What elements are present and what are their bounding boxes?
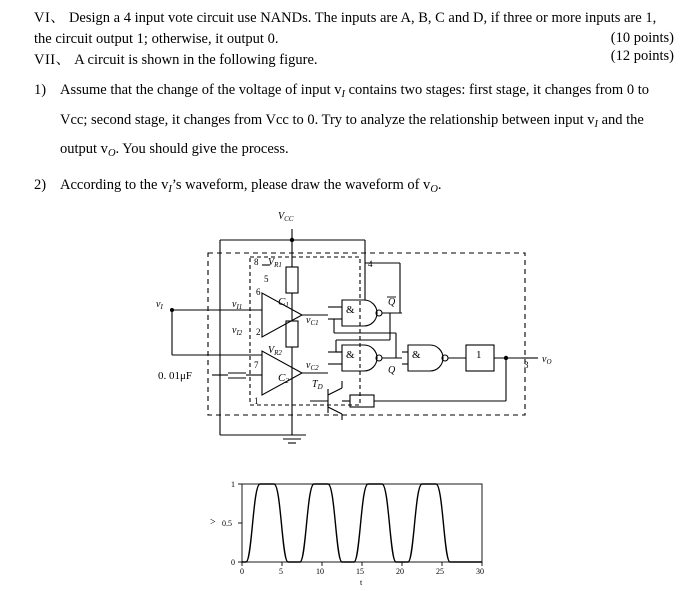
sub-item-1: [34, 76, 666, 165]
ytick-1: 1: [231, 480, 235, 489]
circuit-figure: [150, 205, 570, 465]
pin-3: 3: [524, 360, 529, 370]
waveform-plot: [200, 478, 500, 588]
question-6-points: (10 points): [610, 30, 674, 46]
pin-6: 6: [256, 287, 261, 297]
figure-label-vcc: $V_{CC}$: [278, 211, 294, 223]
figure-label-td: $T_D$: [312, 379, 323, 391]
circuit-diagram: [150, 205, 570, 465]
question-7: [34, 48, 674, 69]
xtick-0: 0: [240, 567, 244, 576]
buffer-label: 1: [476, 349, 482, 361]
pin-1: 1: [254, 396, 259, 406]
xtick-15: 15: [356, 567, 364, 576]
question-6-label: VI、: [34, 10, 66, 26]
yaxis-label: >: [210, 517, 216, 528]
ytick-0: 0: [231, 558, 235, 567]
xaxis-label: t: [360, 578, 363, 587]
waveform-chart: [200, 478, 500, 588]
pin-8: 8: [254, 257, 259, 267]
sub-item-1-text: Assume that the change of the voltage of input $v_I$ contains two stages: first stage, it changes from 0 to Vcc; second stage, it changes from Vcc to 0. Try to analyze the relationship between input $v_I$ and the output $v_O$. You should give the process.: [60, 82, 649, 160]
question-6-text: Design a 4 input vote circuit use NANDs. The inputs are A, B, C and D, if three or more inputs are 1, the circuit output 1; otherwise, it output 0.: [34, 10, 657, 48]
sub-item-2-text: According to the $v_I’s$ waveform, please draw the waveform of $v_O$.: [60, 177, 442, 195]
figure-label-c1: C1: [278, 296, 289, 309]
nand-symbol-2: &: [346, 349, 355, 361]
ytick-05: 0.5: [222, 519, 232, 528]
figure-label-vi: $v_I$: [156, 299, 163, 311]
xtick-20: 20: [396, 567, 404, 576]
latch-output-q: Q: [388, 297, 396, 308]
question-7-points: (12 points): [610, 48, 674, 64]
figure-label-vi1: $v_{I1}$: [232, 299, 243, 311]
figure-label-vc2: $v_{C2}$: [306, 360, 319, 372]
waveform-trace: [242, 484, 482, 562]
xtick-5: 5: [279, 567, 283, 576]
figure-label-c2: C2: [278, 372, 289, 385]
figure-label-vi2: $v_{I2}$: [232, 325, 243, 337]
question-7-text: A circuit is shown in the following figure.: [74, 52, 318, 68]
pin-5: 5: [264, 274, 269, 284]
nand-symbol-1: &: [346, 304, 355, 316]
figure-label-capacitor: 0. 01μF: [158, 370, 193, 382]
question-6: [34, 8, 674, 50]
pin-4: 4: [368, 259, 373, 269]
figure-label-vr2: $V_{R2}$: [268, 345, 282, 357]
pin-7: 7: [254, 360, 259, 370]
figure-label-vc1: $v_{C1}$: [306, 315, 319, 327]
latch-output-qbar: Q: [388, 365, 396, 376]
question-7-label: VII、: [34, 52, 71, 68]
nand-symbol-3: &: [412, 349, 421, 361]
sub-item-1-number: 1): [34, 82, 47, 98]
sub-item-2: [34, 177, 666, 195]
xtick-30: 30: [476, 567, 484, 576]
figure-label-vo: $v_O$: [542, 354, 552, 366]
pin-2: 2: [256, 327, 261, 337]
xtick-25: 25: [436, 567, 444, 576]
xtick-10: 10: [316, 567, 324, 576]
sub-item-2-number: 2): [34, 177, 47, 193]
figure-label-vr1: $V_{R1}$: [268, 257, 282, 269]
